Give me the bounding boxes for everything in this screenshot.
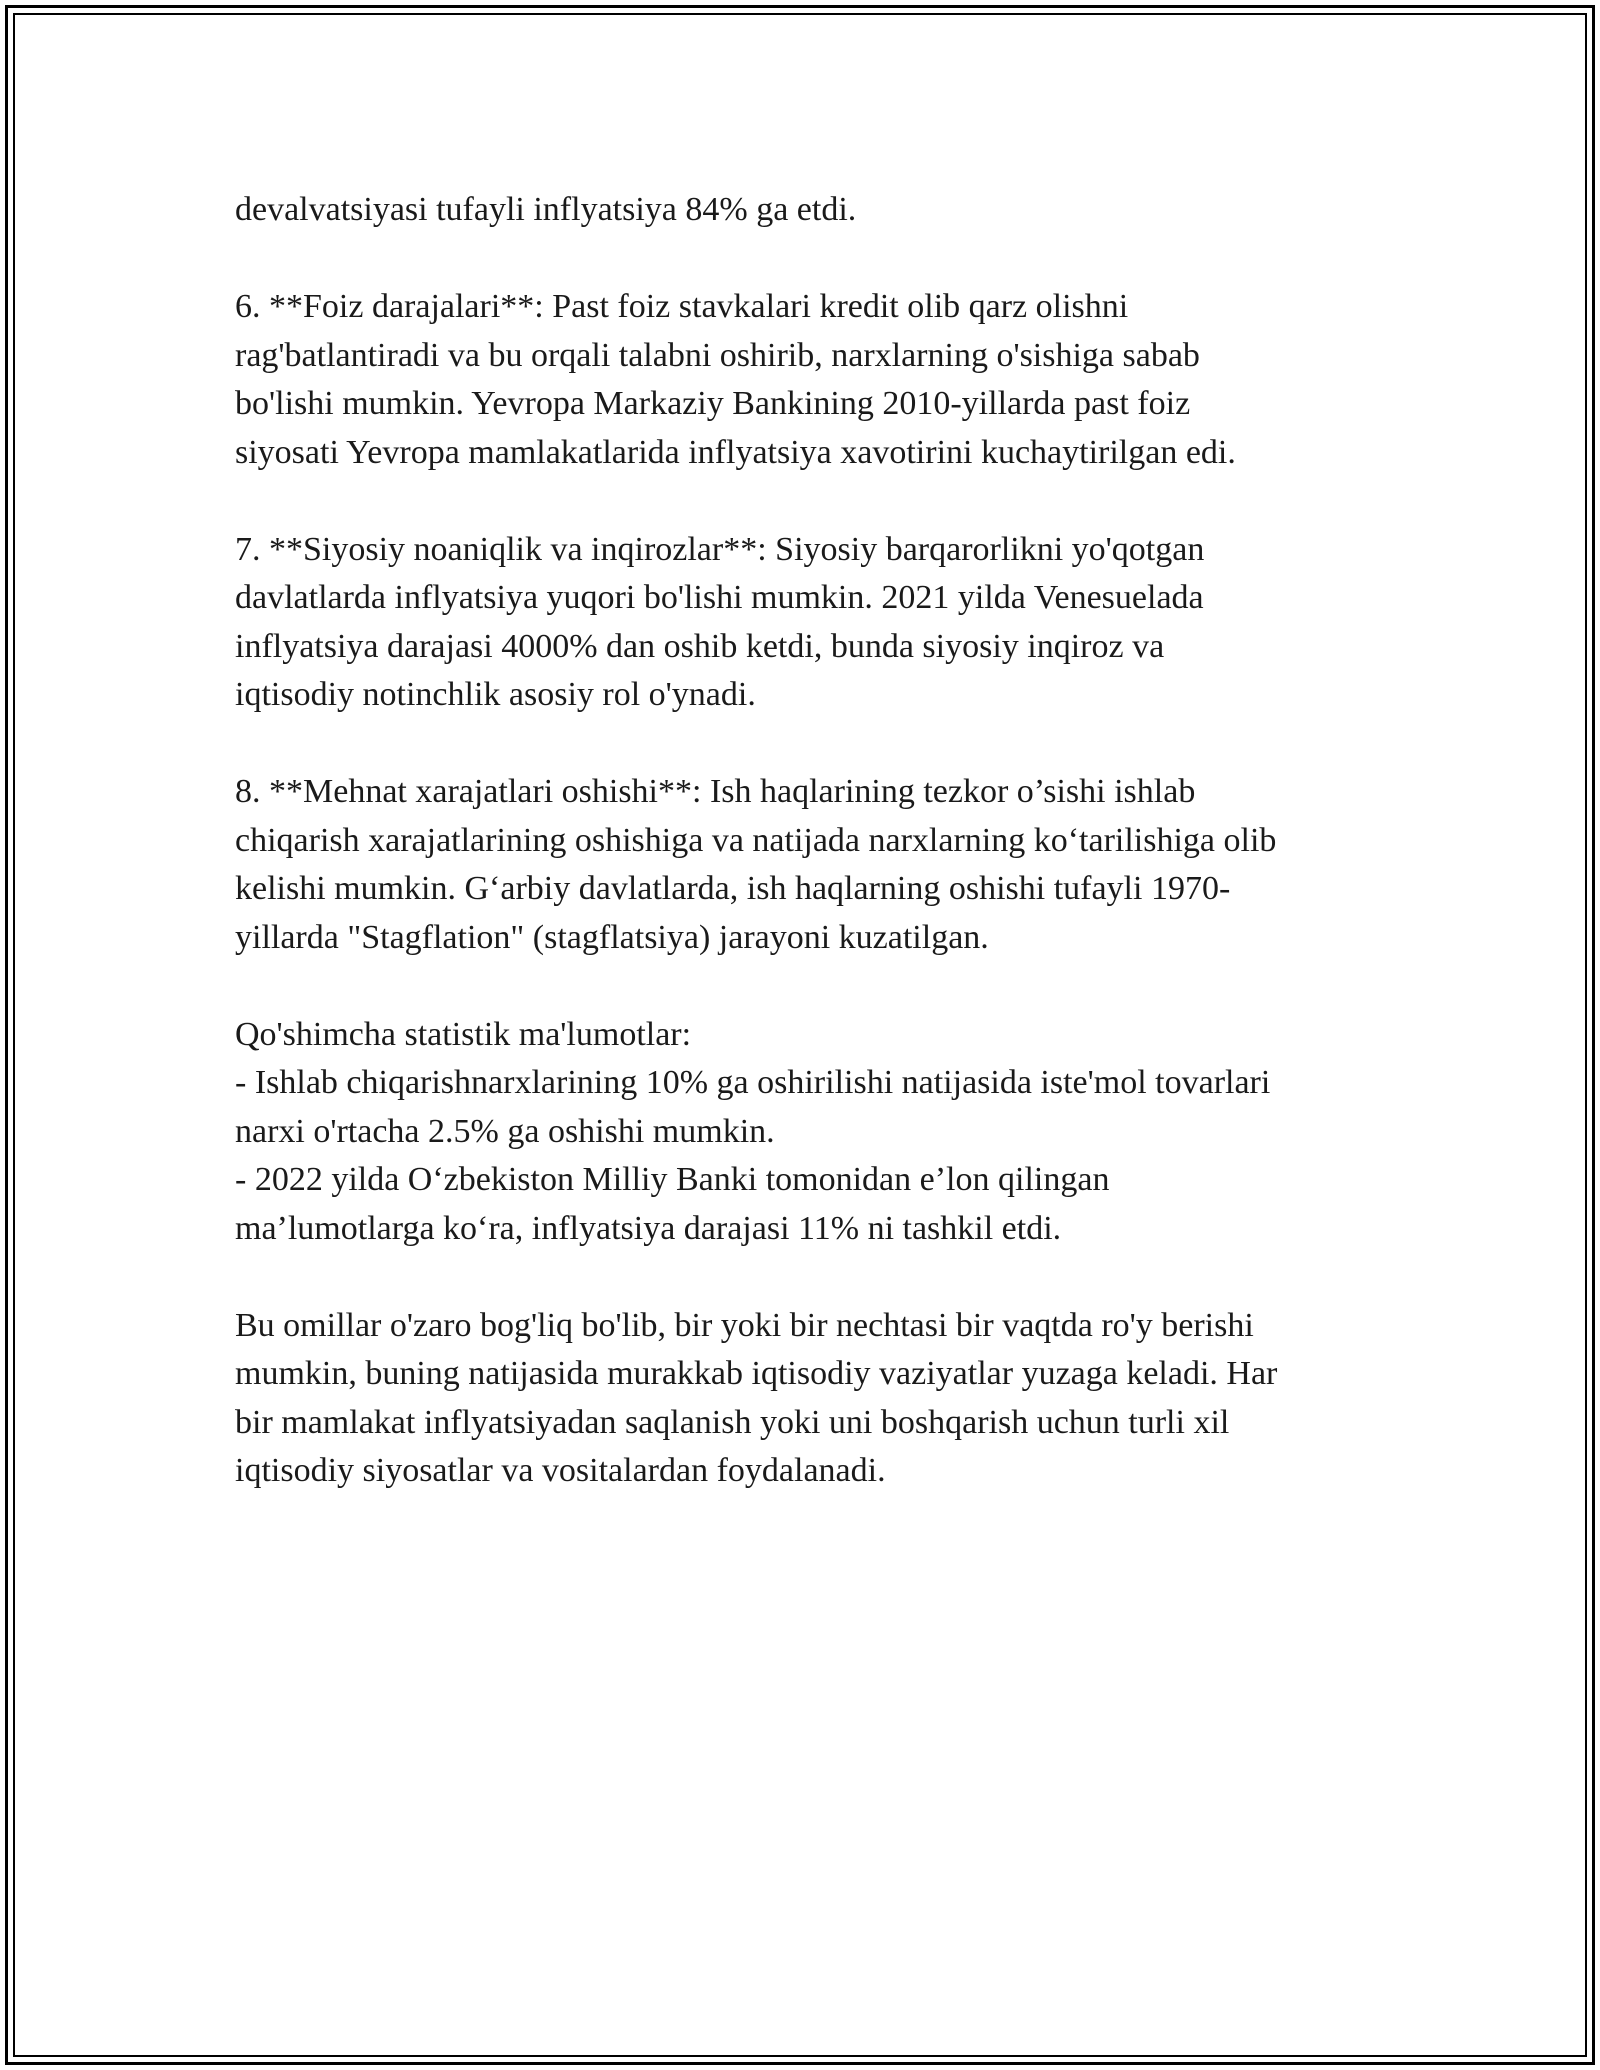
text-line: narxi o'rtacha 2.5% ga oshishi mumkin. <box>235 1112 775 1150</box>
text-line: - Ishlab chiqarishnarxlarining 10% ga oshirilishi natijasida iste'mol tovarlari <box>235 1064 1271 1101</box>
text-line: Bu omillar o'zaro bog'liq bo'lib, bir yoki bir nechtasi bir vaqtda ro'y berishi <box>235 1306 1254 1344</box>
document-body <box>235 186 1385 1544</box>
paragraph-political-uncertainty <box>235 526 1385 720</box>
text-line: siyosati Yevropa mamlakatlarida inflyatsiya xavotirini kuchaytirilgan edi. <box>235 433 1236 471</box>
text-line: devalvatsiyasi tufayli inflyatsiya 84% ga etdi. <box>235 191 857 228</box>
paragraph-conclusion <box>235 1302 1385 1496</box>
text-line: 6. **Foiz darajalari**: Past foiz stavkalari kredit olib qarz olishni <box>235 288 1129 325</box>
text-line: ma’lumotlarga ko‘ra, inflyatsiya darajasi 11% ni tashkil etdi. <box>235 1209 1062 1247</box>
text-line: rag'batlantiradi va bu orqali talabni oshirib, narxlarning o'sishiga sabab <box>235 336 1200 374</box>
text-line: 8. **Mehnat xarajatlari oshishi**: Ish haqlarining tezkor o’sishi ishlab <box>235 773 1196 810</box>
text-line: inflyatsiya darajasi 4000% dan oshib ketdi, bunda siyosiy inqiroz va <box>235 627 1165 665</box>
text-line: iqtisodiy notinchlik asosiy rol o'ynadi. <box>235 676 756 713</box>
text-line: mumkin, buning natijasida murakkab iqtisodiy vaziyatlar yuzaga keladi. Har <box>235 1355 1278 1392</box>
paragraph-labor-costs <box>235 768 1385 962</box>
text-line: kelishi mumkin. G‘arbiy davlatlarda, ish haqlarning oshishi tufayli 1970- <box>235 870 1231 907</box>
text-line: Qo'shimcha statistik ma'lumotlar: <box>235 1015 692 1053</box>
text-line: bir mamlakat inflyatsiyadan saqlanish yoki uni boshqarish uchun turli xil <box>235 1403 1230 1441</box>
text-line: chiqarish xarajatlarining oshishiga va natijada narxlarning ko‘tarilishiga olib <box>235 821 1277 859</box>
text-line: iqtisodiy siyosatlar va vositalardan foydalanadi. <box>235 1452 886 1489</box>
text-line: - 2022 yilda O‘zbekiston Milliy Banki tomonidan e’lon qilingan <box>235 1161 1110 1198</box>
text-line: bo'lishi mumkin. Yevropa Markaziy Bankining 2010-yillarda past foiz <box>235 385 1191 422</box>
text-line: yillarda "Stagflation" (stagflatsiya) jarayoni kuzatilgan. <box>235 918 989 956</box>
text-line: 7. **Siyosiy noaniqlik va inqirozlar**: Siyosiy barqarorlikni yo'qotgan <box>235 530 1205 568</box>
paragraph-additional-statistics <box>235 1011 1385 1254</box>
text-line: davlatlarda inflyatsiya yuqori bo'lishi mumkin. 2021 yilda Venesuelada <box>235 579 1204 616</box>
paragraph-continuation <box>235 186 1385 235</box>
paragraph-interest-rates <box>235 283 1385 477</box>
